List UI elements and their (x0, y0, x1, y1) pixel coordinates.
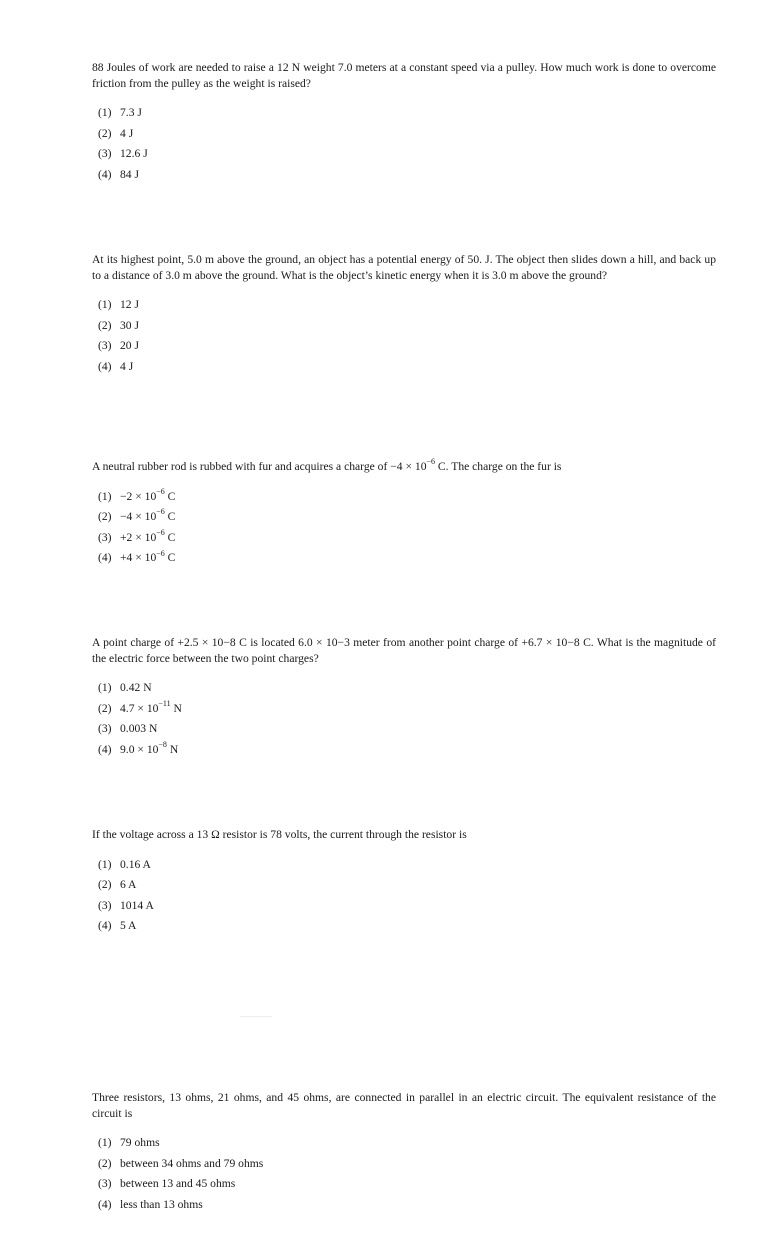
option-number: (4) (98, 1197, 112, 1211)
option-number: (4) (98, 167, 112, 181)
option-number: (2) (98, 510, 112, 524)
answer-option[interactable] (98, 509, 716, 524)
option-text: between 34 ohms and 79 ohms (120, 1156, 264, 1170)
answer-option[interactable] (98, 918, 716, 933)
answer-option[interactable] (98, 146, 716, 161)
option-number: (1) (98, 857, 112, 871)
option-number: (3) (98, 1177, 112, 1191)
option-exponent: −6 (156, 527, 165, 537)
question-stem: If the voltage across a 13 Ω resistor is 78 volts, the current through the resistor is (92, 828, 467, 841)
option-text: 9.0 × 10 (120, 742, 159, 756)
option-text: 0.003 N (120, 722, 158, 736)
answer-option[interactable] (98, 898, 716, 913)
question-stem: 88 Joules of work are needed to raise a 12 N weight 7.0 meters at a constant speed via a pulley. How much work is done to overcome friction from the pulley as the weight is raised? (92, 61, 716, 90)
option-text: 4 J (120, 126, 134, 140)
option-exponent: −8 (158, 740, 167, 750)
answer-options (92, 680, 716, 757)
option-unit: C (164, 530, 176, 544)
answer-option[interactable] (98, 550, 716, 565)
option-exponent: −11 (158, 698, 171, 708)
option-number: (4) (98, 551, 112, 565)
option-text: 79 ohms (120, 1136, 160, 1150)
answer-options (92, 486, 716, 566)
question-stem (92, 459, 716, 475)
answer-option[interactable] (98, 742, 716, 757)
option-number: (4) (98, 742, 112, 756)
answer-option[interactable] (98, 167, 716, 182)
answer-options (92, 297, 716, 374)
option-text: 20 J (120, 339, 140, 353)
option-exponent: −6 (156, 486, 165, 496)
option-number: (1) (98, 106, 112, 120)
answer-options (92, 1135, 716, 1212)
answer-option[interactable] (98, 359, 716, 374)
option-number: (4) (98, 919, 112, 933)
answer-option[interactable] (98, 297, 716, 312)
stem-text: A neutral rubber rod is rubbed with fur and acquires a charge of −4 × 10 (92, 460, 427, 473)
option-text: +4 × 10 (120, 551, 157, 565)
option-text: 84 J (120, 167, 140, 181)
option-text: 1014 A (120, 898, 154, 912)
option-text: −4 × 10 (120, 510, 157, 524)
option-number: (3) (98, 147, 112, 161)
option-text: 6 A (120, 878, 137, 892)
answer-option[interactable] (98, 1135, 716, 1150)
option-text: less than 13 ohms (120, 1197, 203, 1211)
answer-option[interactable] (98, 486, 716, 504)
option-number: (3) (98, 898, 112, 912)
answer-option[interactable] (98, 105, 716, 120)
answer-option[interactable] (98, 1176, 716, 1191)
option-text: 5 A (120, 919, 137, 933)
question-stem: At its highest point, 5.0 m above the ground, an object has a potential energy of 50. J. The object then slides down a hill, and back up to a distance of 3.0 m above the ground. What is the object’s kinetic energy when it is 3.0 m above the ground? (92, 253, 716, 282)
option-number: (2) (98, 701, 112, 715)
divider (240, 1016, 272, 1017)
question-5 (92, 827, 716, 939)
answer-option[interactable] (98, 126, 716, 141)
answer-option[interactable] (98, 527, 716, 545)
option-number: (2) (98, 878, 112, 892)
option-exponent: −6 (156, 507, 165, 517)
option-number: (3) (98, 339, 112, 353)
option-number: (2) (98, 126, 112, 140)
option-exponent: −6 (156, 548, 165, 558)
option-number: (2) (98, 318, 112, 332)
stem-text: C. The charge on the fur is (435, 460, 562, 473)
option-number: (1) (98, 1136, 112, 1150)
option-text: −2 × 10 (120, 489, 157, 503)
option-number: (1) (98, 681, 112, 695)
option-unit: N (166, 742, 179, 756)
answer-option[interactable] (98, 680, 716, 695)
option-text: 12 J (120, 298, 140, 312)
answer-option[interactable] (98, 318, 716, 333)
option-unit: C (164, 489, 176, 503)
option-number: (1) (98, 298, 112, 312)
answer-options (92, 857, 716, 934)
option-number: (4) (98, 359, 112, 373)
question-3 (92, 459, 716, 571)
option-unit: C (164, 510, 176, 524)
option-number: (2) (98, 1156, 112, 1170)
option-unit: N (170, 701, 182, 715)
answer-option[interactable] (98, 857, 716, 872)
option-text: 12.6 J (120, 147, 148, 161)
option-text: 4.7 × 10 (120, 701, 159, 715)
option-text: 4 J (120, 359, 134, 373)
option-text: between 13 and 45 ohms (120, 1177, 236, 1191)
option-text: +2 × 10 (120, 530, 157, 544)
option-text: 0.16 A (120, 857, 151, 871)
question-4 (92, 635, 716, 763)
question-stem: Three resistors, 13 ohms, 21 ohms, and 45 ohms, are connected in parallel in an electric circuit. The equivalent resistance of the circuit is (92, 1091, 716, 1120)
option-number: (3) (98, 722, 112, 736)
answer-option[interactable] (98, 338, 716, 353)
option-unit: C (164, 551, 176, 565)
option-text: 30 J (120, 318, 140, 332)
answer-option[interactable] (98, 877, 716, 892)
option-text: 0.42 N (120, 681, 152, 695)
question-2 (92, 252, 716, 380)
stem-exponent: −6 (426, 457, 436, 467)
question-1 (92, 60, 716, 188)
answer-option[interactable] (98, 698, 716, 716)
question-stem: A point charge of +2.5 × 10−8 C is located 6.0 × 10−3 meter from another point charge of +6.7 × 10−8 C. What is the magnitude of the electric force between the two point charges? (92, 636, 716, 665)
answer-option[interactable] (98, 1156, 716, 1171)
answer-options (92, 105, 716, 182)
option-number: (3) (98, 530, 112, 544)
option-number: (1) (98, 489, 112, 503)
answer-option[interactable] (98, 1197, 716, 1212)
question-6 (92, 1090, 716, 1218)
answer-option[interactable] (98, 721, 716, 736)
option-text: 7.3 J (120, 106, 142, 120)
